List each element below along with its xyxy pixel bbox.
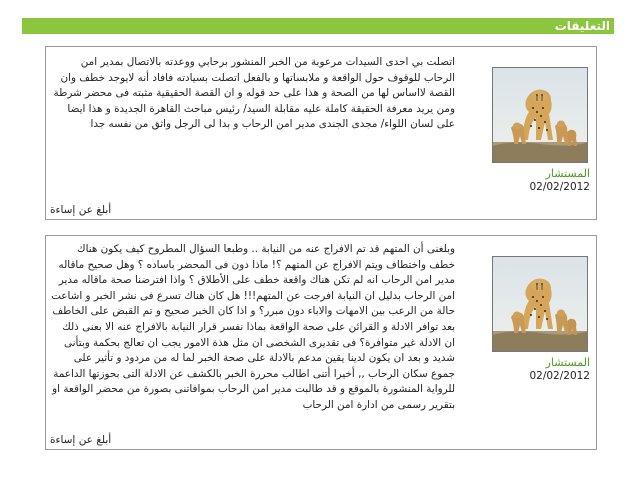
comment-author-name[interactable]: المستشار	[545, 356, 590, 369]
comment-date: 02/02/2012	[529, 181, 590, 193]
comment-text: وبلغنى أن المتهم قد تم الافراج عنه من النيابة .. وطبعا السؤال المطروح كيف يكون هناك خطف واختطاف ويتم الافراج عن المتهم ؟! ماذا دون فى المحضر باساده ؟ وهل صحيح ماقاله مدير امن الرحاب انه لم تكن هناك واقعة خطف على الأطلاق ؟ واذا افترضنا صحة ماقاله مدير امن الرحاب بدليل ان النيابة افرجت عن المتهم!!! هل كان هناك تسرع فى نشر الخبر و اشاعت حالة من الرعب بين الامهات والاباء دون مبرر؟ و اذا كان الخبر صحيح و تم القبض على الخاطف بعد توافر الادلة و القرائن على صحة الواقعة بماذا نفسر قرار النيابة بالافراج عنه الا بعنى ذلك ان الادلة غير متوافرة؟ فى تقديرى الشخصى ان مثل هذة الامور يجب ان تعالج بحكمة وبتأنى شديد و بعد ان يكون لدينا يقين مدعم بالادلة على صحة الخبر لما له من مردود و تأثير على جموع سكان الرحاب ,, أخيرا أتنى اطالب محررة الخبر بالكشف عن الادلة التى بحوزتها الداعمة للرواية المنشورة بالموقع و قد طالبت مدير امن الرحاب بموافاتنى بصورة من محضر الواقعة او بتقرير رسمى من ادارة امن الرحاب	[51, 243, 455, 411]
cheetah-family-photo-icon	[493, 68, 588, 163]
avatar[interactable]	[492, 256, 588, 352]
comment-author-block	[490, 256, 590, 383]
comment-item	[45, 46, 597, 220]
cheetah-family-photo-icon	[493, 257, 588, 352]
comment-author-name[interactable]: المستشار	[545, 167, 590, 180]
comments-section-title: التعليقات	[554, 19, 610, 33]
comments-section-header	[22, 18, 614, 34]
comment-author-block	[490, 67, 590, 194]
report-abuse-link[interactable]: أبلغ عن إساءة	[50, 204, 112, 216]
comment-date: 02/02/2012	[529, 370, 590, 382]
comment-item	[45, 235, 597, 450]
report-abuse-link[interactable]: أبلغ عن إساءة	[50, 434, 112, 446]
avatar[interactable]	[492, 67, 588, 163]
comment-text: اتصلت بي احدى السيدات مرعوبة من الخبر المنشور برحابي ووعدته بالاتصال بمدير امن الرحاب للوقوف حول الواقعة و ملابساتها و بالفعل اتصلت بسيادته فافاد أنه لايوجد خطف وان القصة لااساس لها من الصحة و هذا على حد قوله و ان القصة الحقيقية مثبته فى محضر شرطة ومن يريد معرفة الحقيقة كاملة عليه مقابلة السيد/ رئيس مباحث القاهرة الجديدة و هذا ايضا على لسان اللواء/ مجدى الجندى مدير امن الرحاب و بدا لى الرجل واثق من نفسه جدا	[53, 56, 455, 131]
